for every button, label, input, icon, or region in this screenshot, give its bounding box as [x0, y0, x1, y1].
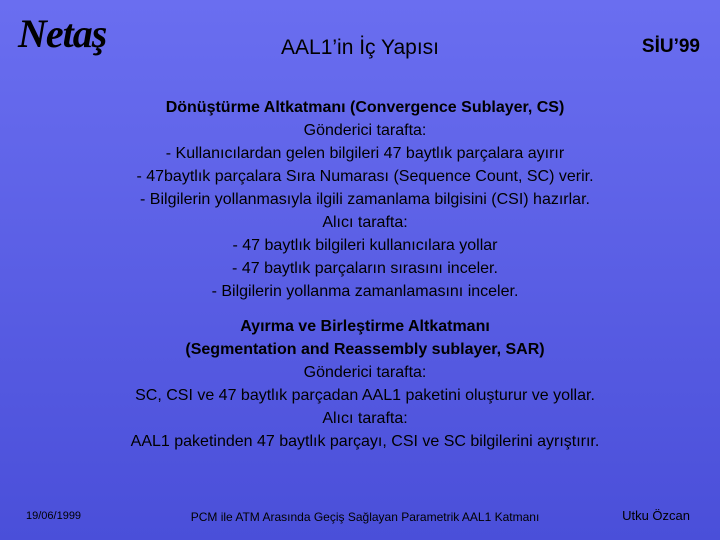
footer-author: Utku Özcan: [622, 508, 690, 523]
footer-title: PCM ile ATM Arasında Geçiş Sağlayan Parametrik AAL1 Katmanı: [190, 510, 540, 524]
cs-section: [0, 96, 720, 303]
sar-heading-line1: Ayırma ve Birleştirme Altkatmanı: [240, 318, 490, 335]
cs-line: - 47baytlık parçalara Sıra Numarası (Sequence Count, SC) verir.: [136, 168, 594, 185]
sar-line: Gönderici tarafta:: [303, 364, 427, 381]
cs-line: Alıcı tarafta:: [322, 214, 408, 231]
sar-section: [0, 315, 720, 453]
cs-heading: Dönüştürme Altkatmanı (Convergence Sublayer, CS): [165, 99, 565, 116]
cs-line: - Bilgilerin yollanma zamanlamasını inceler.: [211, 283, 519, 300]
cs-line: - 47 baytlık parçaların sırasını inceler.: [232, 260, 498, 277]
sar-line: SC, CSI ve 47 baytlık parçadan AAL1 paketini oluşturur ve yollar.: [135, 387, 595, 404]
sar-heading-line2: (Segmentation and Reassembly sublayer, SAR): [185, 341, 545, 358]
slide-title: AAL1’in İç Yapısı: [281, 36, 439, 59]
cs-line: - Bilgilerin yollanmasıyla ilgili zamanlama bilgisini (CSI) hazırlar.: [140, 191, 590, 208]
sar-line: AAL1 paketinden 47 baytlık parçayı, CSI ve SC bilgilerini ayrıştırır.: [130, 433, 600, 450]
footer-date: 19/06/1999: [26, 510, 82, 522]
netas-logo: Netaş: [18, 11, 107, 56]
cs-line: - 47 baytlık bilgileri kullanıcılara yollar: [232, 237, 498, 254]
cs-line: - Kullanıcılardan gelen bilgileri 47 baytlık parçalara ayırır: [165, 145, 565, 162]
sar-line: Alıcı tarafta:: [322, 410, 408, 427]
cs-line: Gönderici tarafta:: [303, 122, 427, 139]
conference-badge: SİU’99: [641, 36, 700, 57]
